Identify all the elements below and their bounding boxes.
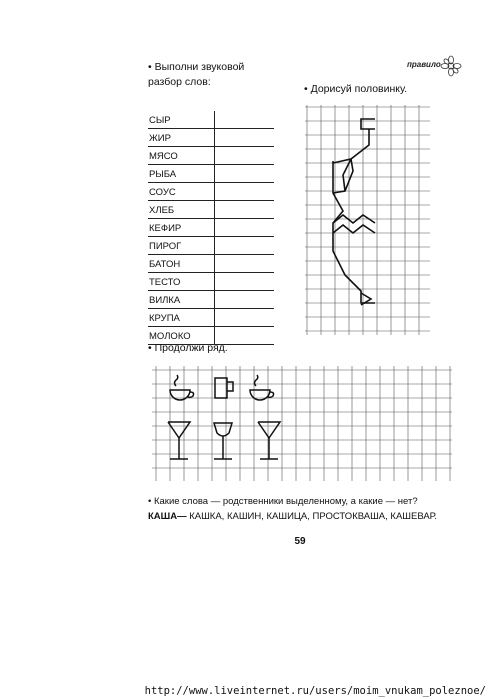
word-cell: ХЛЕБ xyxy=(149,205,175,216)
word-table xyxy=(148,111,274,345)
word-table-row xyxy=(148,291,274,309)
word-table-row xyxy=(148,147,274,165)
word-table-row xyxy=(148,111,274,129)
word-table-row xyxy=(148,201,274,219)
word-table-row xyxy=(148,219,274,237)
task-continue-row-title: • Продолжи ряд. xyxy=(148,342,228,354)
task-sound-analysis-title: • Выполни звуковой разбор слов: xyxy=(148,61,245,88)
vase-grid xyxy=(305,105,430,335)
word-cell: КРУПА xyxy=(149,313,180,324)
word-cell: КЕФИР xyxy=(149,223,182,234)
martini-glass-icon xyxy=(258,422,280,459)
word-table-row xyxy=(148,129,274,147)
mug-icon xyxy=(215,378,233,398)
vase-zigzag-bottom xyxy=(333,225,375,233)
page-number: 59 xyxy=(294,536,306,547)
vase-half-figure xyxy=(333,119,375,305)
cup-icon xyxy=(170,375,194,400)
word-cell: БАТОН xyxy=(149,259,181,270)
vase-neck xyxy=(351,129,369,159)
task-draw-half-title: • Дорисуй половинку. xyxy=(304,83,408,95)
pattern-grid xyxy=(152,366,452,481)
word-table-row xyxy=(148,237,274,255)
task-related-words-question: • Какие слова — родственники выделенному, а какие — нет? xyxy=(148,496,418,507)
corner-logo-text: правило xyxy=(407,60,441,69)
task-related-words-list xyxy=(148,509,468,524)
word-cell: МОЛОКО xyxy=(149,331,191,342)
word-table-row xyxy=(148,309,274,327)
word-cell: СЫР xyxy=(149,115,171,126)
word-cell: СОУС xyxy=(149,187,176,198)
candidate-words: КАШКА, КАШИН, КАШИЦА, ПРОСТОКВАША, КАШЕВАР. xyxy=(186,511,437,522)
word-table-row xyxy=(148,183,274,201)
word-cell: ВИЛКА xyxy=(149,295,181,306)
word-cell: РЫБА xyxy=(149,169,177,180)
word-cell: ТЕСТО xyxy=(149,277,181,288)
highlighted-keyword: КАША— xyxy=(148,511,187,522)
word-table-row xyxy=(148,255,274,273)
wine-glass-icon xyxy=(214,423,232,459)
martini-glass-icon xyxy=(168,422,190,459)
word-cell: МЯСО xyxy=(149,151,178,162)
cup-icon xyxy=(250,375,274,400)
word-cell: ПИРОГ xyxy=(149,241,182,252)
corner-logo xyxy=(407,55,467,86)
word-cell: ЖИР xyxy=(149,133,171,144)
word-table-row xyxy=(148,165,274,183)
word-table-row xyxy=(148,273,274,291)
source-url-watermark: http://www.liveinternet.ru/users/moim_vnukam_poleznoe/ xyxy=(144,685,486,697)
